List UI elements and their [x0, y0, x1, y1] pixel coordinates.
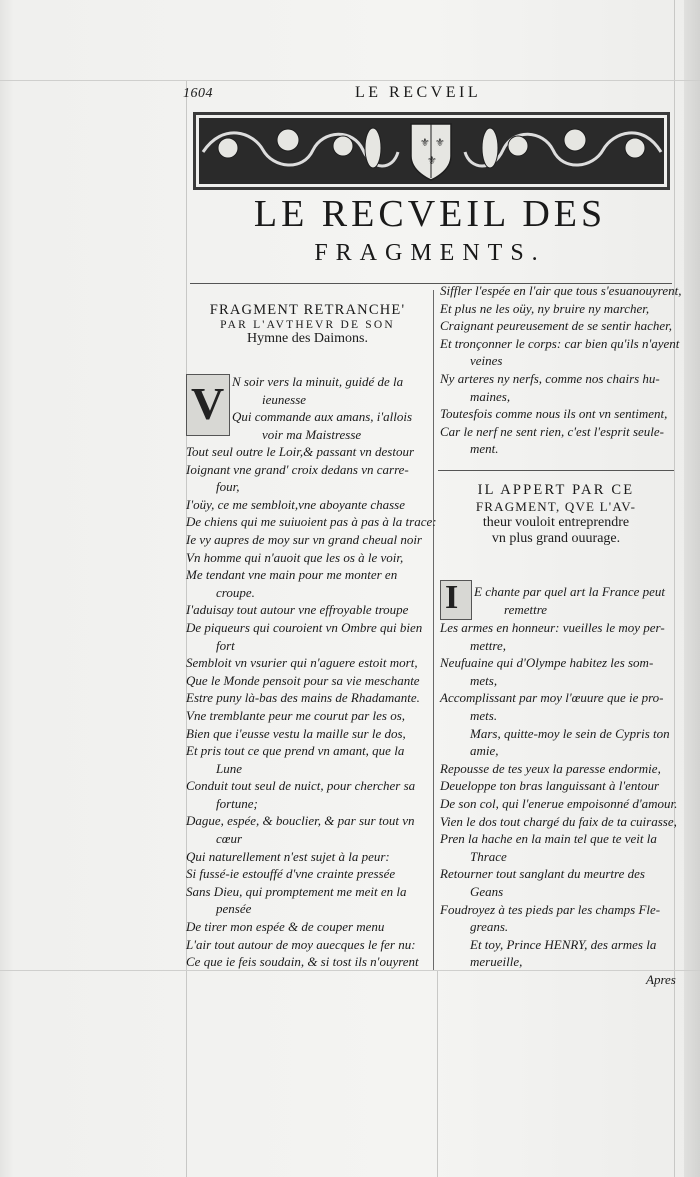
verse-line: L'air tout autour de moy auecques le fer nu: [186, 936, 416, 952]
section-separator [438, 470, 674, 471]
verse-line: fort [216, 637, 235, 653]
verse-line: mets. [470, 707, 498, 723]
verse-line: amie, [470, 743, 499, 759]
left-heading-line1: FRAGMENT RETRANCHE' [209, 302, 406, 318]
headpiece-ornament [193, 112, 670, 190]
verse-line: Tout seul outre le Loir,& passant vn destour [186, 444, 415, 459]
verse-line: Dague, espée, & bouclier, & par sur tout vn [186, 813, 415, 829]
verse-line: Qui naturellement n'est sujet à la peur: [186, 848, 390, 864]
verse-line: N soir vers la minuit, guidé de la [232, 374, 404, 389]
verse-line: Vne tremblante peur me courut par les os, [186, 707, 406, 723]
verse-line: De chiens qui me suiuoient pas à pas à la trace: [186, 514, 437, 530]
verse-line: merueille, [470, 954, 523, 970]
verse-line: Neufuaine qui d'Olympe habitez les som- [440, 655, 654, 671]
margin-rule-center [437, 970, 438, 1177]
page-subtitle: FRAGMENTS. [314, 240, 546, 266]
verse-line: Car le nerf ne sent rien, c'est l'esprit seule- [440, 423, 664, 439]
right-heading-line3: theur vouloit entreprendre [482, 515, 630, 530]
verse-line: Ce que ie feis soudain, & si tost ils n'ouyrent [186, 954, 419, 970]
verse-line: maines, [470, 388, 511, 404]
verse-line: Et pris tout ce que prend vn amant, que la [186, 743, 405, 759]
verse-line: Pren la hache en la main tel que te veit la [440, 831, 657, 847]
verse-line: Accomplissant par moy l'œuure que ie pro- [440, 690, 664, 706]
right-heading-line4: vn plus grand ouurage. [491, 531, 621, 546]
right-column-continuation [440, 282, 681, 458]
verse-line: Toutesfois comme nous ils ont vn sentiment, [440, 406, 668, 422]
verse-line: I'aduisay tout autour vne effroyable troupe [186, 602, 409, 618]
verse-line: cœur [216, 831, 242, 847]
left-column-text-lead [232, 373, 412, 443]
drop-cap-v [186, 374, 230, 436]
verse-line: De piqueurs qui couroient vn Ombre qui bien [186, 619, 423, 635]
verse-line: Que le Monde pensoit pour sa vie meschante [186, 672, 420, 688]
verse-line: ment. [470, 441, 499, 457]
svg-text:⚜: ⚜ [420, 136, 430, 149]
verse-line: Repousse de tes yeux la paresse endormie, [440, 760, 661, 776]
left-heading-line3: Hymne des Daimons. [247, 331, 368, 346]
verse-line: remettre [504, 601, 548, 617]
right-heading-line1: IL APPERT PAR CE [477, 482, 635, 498]
right-column-text-lead [474, 583, 665, 618]
verse-line: Bien que i'eusse vestu la maille sur le dos, [186, 725, 406, 741]
verse-line: Ie vy aupres de moy sur vn grand cheual noir [186, 531, 422, 547]
page-title: LE RECVEIL DES [253, 193, 607, 235]
verse-line: I'oüy, ce me sembloit,vne aboyante chasse [186, 496, 406, 512]
page-number: 1604 [183, 86, 213, 101]
margin-rule-top [0, 80, 700, 81]
svg-text:⚜: ⚜ [427, 154, 437, 167]
verse-line: Thrace [470, 848, 507, 864]
verse-line: Sembloit vn vsurier qui n'aguere estoit mort, [186, 655, 418, 671]
verse-line: Geans [470, 883, 504, 899]
left-heading-line2: PAR L'AVTHEVR DE SON [220, 319, 395, 331]
verse-line: Estre puny là-bas des mains de Rhadamante. [186, 690, 420, 706]
svg-text:⚜: ⚜ [435, 136, 445, 149]
verse-line: Et toy, Prince HENRY, des armes la [470, 936, 657, 952]
verse-line: Si fussé-ie estouffé d'vne crainte pressée [186, 866, 396, 882]
catchword: Apres [646, 972, 676, 987]
verse-line: mettre, [470, 637, 506, 653]
verse-line: Craignant peureusement de se sentir hacher, [440, 318, 673, 334]
drop-cap-i [440, 580, 472, 620]
running-head: LE RECVEIL [355, 84, 482, 101]
verse-line: ieunesse [262, 391, 307, 407]
verse-line: pensée [216, 901, 252, 917]
verse-line: Foudroyez à tes pieds par les champs Fle- [440, 901, 661, 917]
verse-line: Ioignant vne grand' croix dedans vn carre- [186, 461, 409, 477]
verse-line: Ny arteres ny nerfs, comme nos chairs hu- [440, 370, 660, 386]
verse-line: Retourner tout sanglant du meurtre des [440, 866, 645, 882]
right-heading-line2: FRAGMENT, QVE L'AV- [475, 499, 637, 514]
left-column-text [186, 443, 437, 971]
verse-line: E chante par quel art la France peut [474, 584, 665, 599]
right-column-text [440, 619, 677, 971]
verse-line: greans. [470, 919, 509, 935]
verse-line: veines [470, 353, 503, 369]
verse-line: Et tronçonner le corps: car bien qu'ils n'ayent [440, 335, 680, 351]
verse-line: voir ma Maistresse [262, 426, 362, 442]
left-section-heading [190, 302, 425, 347]
verse-line: Deueloppe ton bras languissant à l'entour [440, 778, 660, 794]
verse-line: Vien le dos tout chargé du faix de ta cuirasse, [440, 813, 677, 829]
verse-line: croupe. [216, 584, 255, 600]
verse-line: fortune; [216, 795, 258, 811]
verse-line: Conduit tout seul de nuict, pour chercher sa [186, 778, 416, 794]
verse-line: Me tendant vne main pour me monter en [186, 567, 398, 583]
verse-line: Qui commande aux amans, i'allois [232, 409, 413, 425]
verse-line: De son col, qui l'enerue empoisonné d'amour. [440, 795, 678, 811]
verse-line: Lune [216, 760, 242, 776]
drop-cap-letter: I [445, 579, 459, 616]
verse-line: mets, [470, 672, 498, 688]
page-edge-shadow [684, 0, 700, 1177]
drop-cap-letter: V [191, 378, 225, 429]
verse-line: four, [216, 479, 240, 495]
margin-rule-right [674, 0, 675, 1177]
verse-line: De tirer mon espée & de couper menu [186, 919, 385, 935]
verse-line: Les armes en honneur: vueilles le moy per- [440, 620, 665, 635]
right-section-heading [438, 482, 674, 547]
verse-line: Et plus ne les oüy, ny bruire ny marcher, [440, 300, 650, 316]
verse-line: Siffler l'espée en l'air que tous s'esuanouyrent, [440, 283, 682, 298]
verse-line: Vn homme qui n'auoit que les os à le voir, [186, 549, 404, 565]
verse-line: Mars, quitte-moy le sein de Cypris ton [470, 725, 670, 741]
verse-line: Sans Dieu, qui promptement me meit en la [186, 883, 407, 899]
